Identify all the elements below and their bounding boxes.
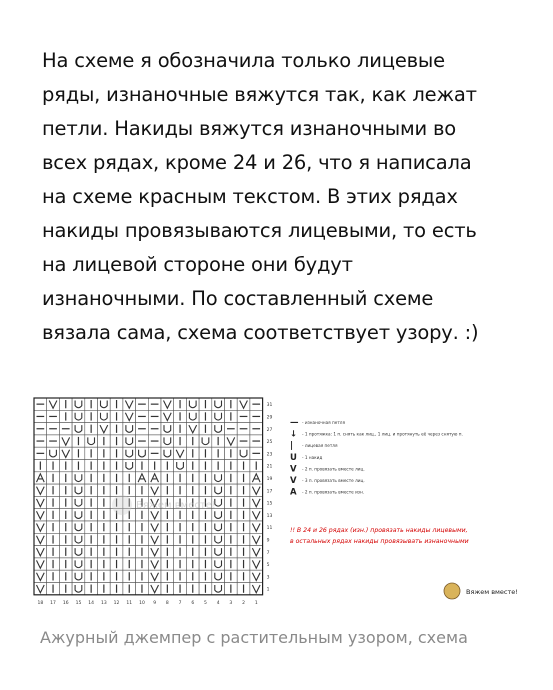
chart-cell (136, 447, 149, 459)
legend-symbol: V (290, 464, 297, 475)
red-note-line: в остальных рядах накиды провязывать изнаночными (290, 538, 469, 545)
chart-cell (212, 410, 225, 422)
red-note (290, 527, 469, 545)
chart-cell (72, 570, 85, 582)
chart-cell (123, 435, 136, 447)
row-label: 13 (266, 513, 273, 519)
chart-cell (123, 423, 136, 435)
paragraph-line: всех рядах, кроме 24 и 26, что я написала (42, 151, 472, 174)
legend-symbol: — (290, 418, 299, 428)
legend-text: - 1 накид (302, 454, 323, 460)
chart-cell (72, 423, 85, 435)
legend-text: - 2 п. провязать вместе изн. (302, 489, 365, 495)
chart-cell (47, 447, 60, 459)
chart-legend (290, 418, 463, 498)
chart-cell (212, 398, 225, 410)
row-label: 21 (266, 464, 273, 470)
badge-text: Вяжем вместе! (466, 588, 518, 596)
chart-cell (98, 398, 111, 410)
legend-text: - изнаночная петля (302, 420, 345, 425)
paragraph-line: изнаночными. По составленный схеме (42, 287, 434, 310)
chart-cell (85, 435, 98, 447)
row-label: 25 (266, 440, 273, 446)
row-label: 3 (266, 575, 270, 581)
paragraph-line: На схеме я обозначила только лицевые (42, 49, 445, 72)
column-label: 10 (139, 600, 145, 606)
paragraph-line: на схеме красным текстом. В этих рядах (42, 185, 458, 208)
chart-cell (72, 472, 85, 484)
chart-cell (212, 423, 225, 435)
description-paragraph (42, 44, 512, 350)
legend-symbol: U (290, 452, 297, 463)
row-label: 31 (266, 403, 273, 409)
chart-cell (161, 447, 174, 459)
column-label: 13 (100, 600, 107, 606)
column-label: 4 (216, 600, 220, 606)
column-label: 3 (229, 600, 233, 606)
chart-cell (123, 447, 136, 459)
chart-cell (72, 546, 85, 558)
row-label: 9 (266, 538, 270, 544)
column-label: 16 (62, 600, 69, 606)
chart-cell (72, 496, 85, 508)
column-label: 1 (254, 600, 258, 606)
legend-text: - 1 протяжка: 1 п. снять как лиц., 1 лиц. и протянуть её через снятую п. (302, 431, 463, 437)
column-label: 15 (75, 600, 82, 606)
chart-cell (212, 546, 225, 558)
chart-cell (72, 484, 85, 496)
row-label: 1 (266, 587, 270, 593)
knitting-chart-svg (20, 392, 540, 612)
knitting-chart-figure (20, 392, 540, 612)
chart-cell (212, 570, 225, 582)
chart-cell (212, 583, 225, 595)
column-label: 8 (165, 600, 169, 606)
paragraph-line: на лицевой стороне они будут (42, 253, 353, 276)
chart-cell (199, 435, 212, 447)
chart-cell (72, 509, 85, 521)
column-label: 5 (204, 600, 207, 606)
column-label: 12 (113, 600, 120, 606)
column-label: 17 (50, 600, 56, 606)
paragraph-line: петли. Накиды вяжутся изнаночными во (42, 117, 457, 140)
chart-cell (186, 398, 199, 410)
row-label: 29 (266, 415, 273, 421)
column-label: 11 (126, 600, 133, 606)
chart-cell (72, 533, 85, 545)
legend-text: - 3 п. провязать вместе лиц. (302, 478, 365, 483)
chart-cell (72, 521, 85, 533)
row-label: 23 (266, 452, 273, 458)
column-label: 18 (37, 600, 44, 606)
chart-cell (237, 447, 250, 459)
chart-cell (161, 435, 174, 447)
row-label: 7 (266, 550, 270, 556)
red-note-line: !! В 24 и 26 рядах (изн.) провязать накиды лицевыми, (290, 527, 468, 534)
column-label: 6 (191, 600, 195, 606)
paragraph-line: ряды, изнаночные вяжутся так, как лежат (42, 83, 477, 106)
legend-symbol: ↓ (290, 429, 298, 440)
chart-cell (186, 410, 199, 422)
column-label: 7 (178, 600, 182, 606)
row-label: 5 (266, 563, 270, 569)
vyazhem-vmeste-badge (444, 583, 518, 599)
chart-cell (212, 533, 225, 545)
owl-logo-icon (444, 583, 460, 599)
chart-cell (72, 398, 85, 410)
chart-cell (212, 472, 225, 484)
column-label: 2 (242, 600, 245, 606)
chart-cell (72, 583, 85, 595)
chart-cell (98, 410, 111, 422)
row-label: 17 (266, 489, 273, 495)
row-label: 27 (266, 427, 273, 433)
watermark-text: Вяжем вместе! (136, 500, 216, 511)
row-label: 11 (266, 526, 273, 532)
legend-text: - 2 п. провязать вместе лиц. (302, 466, 365, 472)
watermark-logo (112, 495, 132, 515)
chart-cell (72, 558, 85, 570)
chart-cell (72, 410, 85, 422)
column-label: 14 (88, 600, 95, 606)
row-label: 19 (266, 476, 273, 482)
chart-cell (212, 521, 225, 533)
chart-cell (123, 460, 136, 472)
paragraph-line: вязала сама, схема соответствует узору. :) (42, 321, 479, 344)
figure-caption: Ажурный джемпер с растительным узором, схема (40, 628, 468, 647)
chart-cell (161, 423, 174, 435)
legend-text: - лицевая петля (302, 443, 338, 449)
legend-symbol: V (290, 476, 297, 486)
chart-cell (212, 484, 225, 496)
paragraph-line: накиды провязываются лицевыми, то есть (42, 219, 477, 242)
row-label: 15 (266, 501, 273, 507)
column-label: 9 (153, 600, 157, 606)
chart-cell (174, 460, 187, 472)
chart-cell (212, 558, 225, 570)
legend-symbol: | (290, 441, 294, 452)
legend-symbol: A (290, 487, 297, 498)
